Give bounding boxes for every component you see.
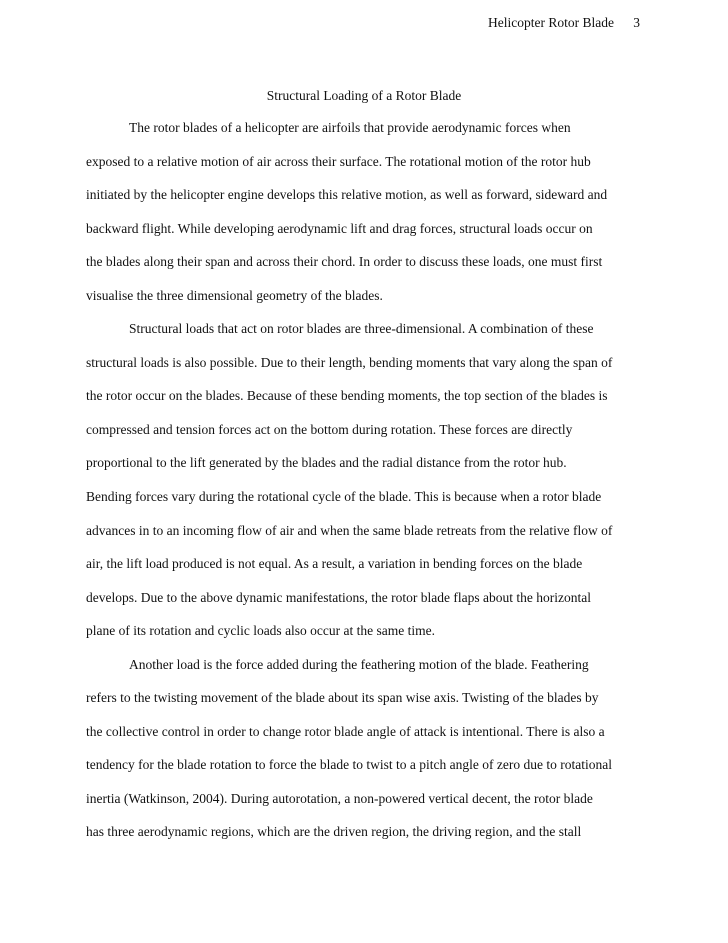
paragraph-line: refers to the twisting movement of the blade about its span wise axis. Twisting of the blades by [86, 690, 599, 706]
paragraph-line: backward flight. While developing aerodynamic lift and drag forces, structural loads occur on [86, 220, 593, 236]
paragraph-line: advances in to an incoming flow of air and when the same blade retreats from the relative flow of [86, 522, 613, 538]
paragraph-line: the rotor occur on the blades. Because of these bending moments, the top section of the blades is [86, 388, 608, 404]
paragraph-line: structural loads is also possible. Due to their length, bending moments that vary along the span of [86, 354, 613, 370]
paragraph-line: Bending forces vary during the rotational cycle of the blade. This is because when a rotor blade [86, 489, 602, 505]
paragraph-1 [86, 118, 656, 319]
paragraph-line: Structural loads that act on rotor blades are three-dimensional. A combination of these [129, 321, 594, 337]
paragraph-line: plane of its rotation and cyclic loads also occur at the same time. [86, 623, 436, 639]
paragraph-3 [86, 655, 656, 856]
paragraph-line: initiated by the helicopter engine develops this relative motion, as well as forward, sideward and [86, 187, 608, 203]
paragraph-line: develops. Due to the above dynamic manifestations, the rotor blade flaps about the horizontal [86, 589, 591, 605]
paragraph-line: air, the lift load produced is not equal. As a result, a variation in bending forces on the blade [86, 556, 583, 572]
page-header [0, 13, 728, 33]
paragraph-line: visualise the three dimensional geometry of the blades. [86, 287, 383, 303]
paragraph-2 [86, 319, 656, 654]
page-number: 3 [633, 15, 640, 30]
paragraph-line: the blades along their span and across their chord. In order to discuss these loads, one must first [86, 254, 603, 270]
paragraph-line: compressed and tension forces act on the bottom during rotation. These forces are directly [86, 421, 573, 437]
paragraph-line: The rotor blades of a helicopter are airfoils that provide aerodynamic forces when [129, 120, 571, 135]
paragraph-line: the collective control in order to change rotor blade angle of attack is intentional. There is also a [86, 723, 605, 739]
paragraph-line: proportional to the lift generated by the blades and the radial distance from the rotor hub. [86, 455, 567, 471]
paragraph-line: has three aerodynamic regions, which are the driven region, the driving region, and the stall [86, 824, 582, 840]
paragraph-line: Another load is the force added during the feathering motion of the blade. Feathering [129, 656, 589, 672]
running-head: Helicopter Rotor Blade [488, 15, 614, 30]
body-text [86, 118, 656, 856]
paragraph-line: exposed to a relative motion of air across their surface. The rotational motion of the rotor hub [86, 153, 591, 169]
paragraph-line: tendency for the blade rotation to force the blade to twist to a pitch angle of zero due to rotational [86, 757, 612, 773]
section-title: Structural Loading of a Rotor Blade [266, 88, 462, 103]
paragraph-line: inertia (Watkinson, 2004). During autorotation, a non-powered vertical decent, the rotor blade [86, 790, 593, 806]
